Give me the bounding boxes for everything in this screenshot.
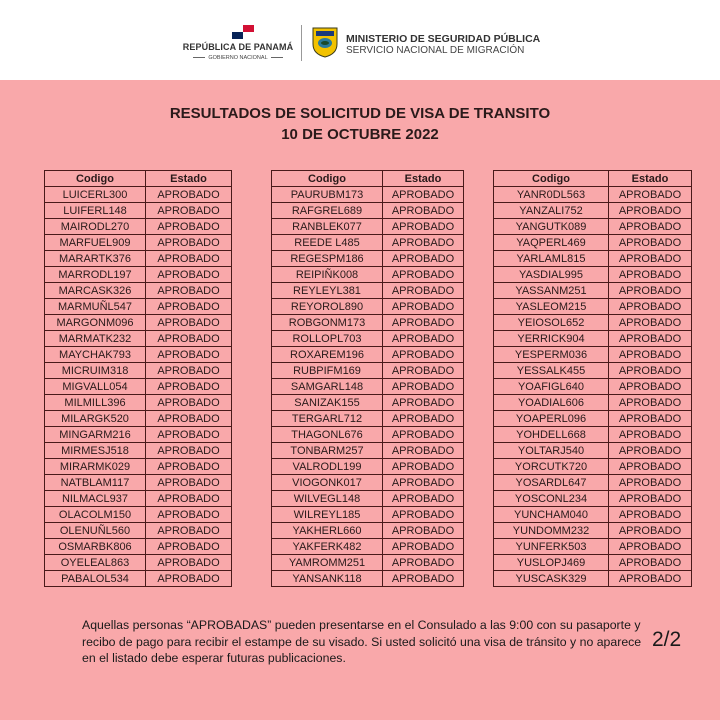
code-cell: MARGONM096 [45, 315, 146, 331]
code-cell: TERGARL712 [272, 411, 383, 427]
code-cell: YAQPERL469 [494, 235, 609, 251]
status-cell: APROBADO [146, 507, 232, 523]
status-cell: APROBADO [383, 523, 464, 539]
status-cell: APROBADO [609, 187, 692, 203]
table-row [272, 283, 464, 299]
status-cell: APROBADO [146, 267, 232, 283]
code-cell: MICRUIM318 [45, 363, 146, 379]
table-row [494, 411, 692, 427]
status-cell: APROBADO [146, 251, 232, 267]
code-cell: OYELEAL863 [45, 555, 146, 571]
table-row [45, 283, 232, 299]
code-cell: YESSALK455 [494, 363, 609, 379]
code-cell: YAMROMM251 [272, 555, 383, 571]
table-row [45, 187, 232, 203]
code-cell: YOSARDL647 [494, 475, 609, 491]
table-row [45, 427, 232, 443]
results-table-1 [44, 170, 232, 587]
status-cell: APROBADO [609, 363, 692, 379]
code-cell: YANR0DL563 [494, 187, 609, 203]
table-row [494, 203, 692, 219]
table-row [494, 187, 692, 203]
code-cell: REEDE L485 [272, 235, 383, 251]
status-cell: APROBADO [609, 411, 692, 427]
table-row [494, 251, 692, 267]
code-cell: WILREYL185 [272, 507, 383, 523]
code-cell: ROXAREM196 [272, 347, 383, 363]
code-cell: REYLEYL381 [272, 283, 383, 299]
code-cell: VIOGONK017 [272, 475, 383, 491]
status-cell: APROBADO [383, 187, 464, 203]
status-cell: APROBADO [609, 443, 692, 459]
table-row [45, 219, 232, 235]
code-cell: YUNFERK503 [494, 539, 609, 555]
status-cell: APROBADO [383, 219, 464, 235]
status-cell: APROBADO [146, 283, 232, 299]
table-row [494, 283, 692, 299]
code-cell: REIPIÑK008 [272, 267, 383, 283]
table-row [272, 235, 464, 251]
table-row [494, 363, 692, 379]
table-row [45, 331, 232, 347]
code-cell: MILARGK520 [45, 411, 146, 427]
col-header-status: Estado [146, 171, 232, 187]
status-cell: APROBADO [609, 491, 692, 507]
code-cell: YASSANM251 [494, 283, 609, 299]
table-row [494, 299, 692, 315]
status-cell: APROBADO [146, 571, 232, 587]
status-cell: APROBADO [146, 219, 232, 235]
code-cell: WILVEGL148 [272, 491, 383, 507]
table-row [272, 555, 464, 571]
table-row [45, 363, 232, 379]
status-cell: APROBADO [146, 411, 232, 427]
status-cell: APROBADO [609, 555, 692, 571]
status-cell: APROBADO [609, 347, 692, 363]
status-cell: APROBADO [609, 379, 692, 395]
status-cell: APROBADO [383, 491, 464, 507]
code-cell: MARMATK232 [45, 331, 146, 347]
status-cell: APROBADO [609, 523, 692, 539]
status-cell: APROBADO [609, 235, 692, 251]
table-row [272, 251, 464, 267]
code-cell: RANBLEK077 [272, 219, 383, 235]
table-row [494, 347, 692, 363]
status-cell: APROBADO [146, 299, 232, 315]
table-row [272, 315, 464, 331]
code-cell: MIRARMK029 [45, 459, 146, 475]
table-row [272, 507, 464, 523]
status-cell: APROBADO [146, 523, 232, 539]
status-cell: APROBADO [609, 395, 692, 411]
table-row [494, 491, 692, 507]
table-row [272, 379, 464, 395]
status-cell: APROBADO [383, 235, 464, 251]
code-cell: YAKHERL660 [272, 523, 383, 539]
footer-note: Aquellas personas “APROBADAS” pueden presentarse en el Consulado a las 9:00 con su pasaporte y recibo de pago para recibir el estampe de su visado. Si usted solicitó una visa de tránsito y no aparece en el listado debe esperar futuras publicaciones. [82, 618, 642, 665]
status-cell: APROBADO [383, 443, 464, 459]
status-cell: APROBADO [146, 379, 232, 395]
status-cell: APROBADO [146, 363, 232, 379]
code-cell: SANIZAK155 [272, 395, 383, 411]
status-cell: APROBADO [383, 299, 464, 315]
status-cell: APROBADO [609, 427, 692, 443]
code-cell: YASLEOM215 [494, 299, 609, 315]
status-cell: APROBADO [146, 347, 232, 363]
page-indicator: 2/2 [652, 628, 682, 651]
table-row [272, 187, 464, 203]
code-cell: RUBPIFM169 [272, 363, 383, 379]
col-header-status: Estado [383, 171, 464, 187]
table-row [45, 459, 232, 475]
status-cell: APROBADO [609, 539, 692, 555]
status-cell: APROBADO [146, 555, 232, 571]
migration-shield-icon [312, 26, 338, 58]
code-cell: PABALOL534 [45, 571, 146, 587]
table-row [494, 523, 692, 539]
code-cell: OSMARBK806 [45, 539, 146, 555]
table-row [272, 491, 464, 507]
ministry-title: MINISTERIO DE SEGURIDAD PÚBLICA [346, 33, 541, 45]
status-cell: APROBADO [146, 443, 232, 459]
code-cell: MINGARM216 [45, 427, 146, 443]
code-cell: YEIOSOL652 [494, 315, 609, 331]
status-cell: APROBADO [383, 555, 464, 571]
table-row [272, 203, 464, 219]
status-cell: APROBADO [146, 475, 232, 491]
code-cell: YOAPERL096 [494, 411, 609, 427]
table-row [494, 315, 692, 331]
status-cell: APROBADO [146, 187, 232, 203]
table-row [45, 475, 232, 491]
status-cell: APROBADO [146, 331, 232, 347]
table-row [45, 379, 232, 395]
code-cell: ROLLOPL703 [272, 331, 383, 347]
table-row [45, 203, 232, 219]
gov-subtitle: GOBIERNO NACIONAL [190, 55, 286, 61]
status-cell: APROBADO [146, 203, 232, 219]
status-cell: APROBADO [609, 203, 692, 219]
status-cell: APROBADO [383, 475, 464, 491]
table-row [45, 315, 232, 331]
code-cell: YOLTARJ540 [494, 443, 609, 459]
col-header-code: Codigo [45, 171, 146, 187]
status-cell: APROBADO [383, 283, 464, 299]
table-row [45, 507, 232, 523]
code-cell: MAYCHAK793 [45, 347, 146, 363]
table-row [45, 555, 232, 571]
col-header-status: Estado [609, 171, 692, 187]
code-cell: MARRODL197 [45, 267, 146, 283]
code-cell: MARCASK326 [45, 283, 146, 299]
page-title [0, 103, 720, 145]
code-cell: YUNDOMM232 [494, 523, 609, 539]
table-row [272, 571, 464, 587]
status-cell: APROBADO [609, 459, 692, 475]
status-cell: APROBADO [146, 491, 232, 507]
title-line-2: 10 DE OCTUBRE 2022 [281, 126, 439, 143]
table-row [272, 331, 464, 347]
code-cell: SAMGARL148 [272, 379, 383, 395]
table-row [272, 363, 464, 379]
code-cell: YAKFERK482 [272, 539, 383, 555]
status-cell: APROBADO [383, 571, 464, 587]
status-cell: APROBADO [146, 315, 232, 331]
status-cell: APROBADO [146, 395, 232, 411]
status-cell: APROBADO [609, 507, 692, 523]
status-cell: APROBADO [383, 203, 464, 219]
table-row [494, 507, 692, 523]
col-header-code: Codigo [494, 171, 609, 187]
results-table-3 [493, 170, 692, 587]
code-cell: MIGVALL054 [45, 379, 146, 395]
code-cell: THAGONL676 [272, 427, 383, 443]
table-row [494, 331, 692, 347]
gov-title: REPÚBLICA DE PANAMÁ [182, 42, 294, 52]
status-cell: APROBADO [609, 331, 692, 347]
status-cell: APROBADO [609, 283, 692, 299]
code-cell: YANSANK118 [272, 571, 383, 587]
table-row [45, 539, 232, 555]
table-row [45, 267, 232, 283]
code-cell: YERRICK904 [494, 331, 609, 347]
table-row [272, 459, 464, 475]
status-cell: APROBADO [383, 395, 464, 411]
code-cell: VALRODL199 [272, 459, 383, 475]
table-row [45, 491, 232, 507]
status-cell: APROBADO [383, 251, 464, 267]
status-cell: APROBADO [146, 235, 232, 251]
status-cell: APROBADO [146, 459, 232, 475]
status-cell: APROBADO [146, 427, 232, 443]
code-cell: LUIFERL148 [45, 203, 146, 219]
panama-flag-icon [232, 25, 254, 39]
status-cell: APROBADO [609, 251, 692, 267]
table-row [494, 475, 692, 491]
table-row [45, 299, 232, 315]
table-row [272, 443, 464, 459]
status-cell: APROBADO [383, 347, 464, 363]
table-row [494, 571, 692, 587]
table-row [494, 459, 692, 475]
col-header-code: Codigo [272, 171, 383, 187]
code-cell: MIRMESJ518 [45, 443, 146, 459]
table-row [272, 347, 464, 363]
table-row [494, 395, 692, 411]
status-cell: APROBADO [609, 571, 692, 587]
code-cell: NATBLAM117 [45, 475, 146, 491]
code-cell: YASDIAL995 [494, 267, 609, 283]
header-divider [301, 25, 302, 61]
table-row [45, 523, 232, 539]
table-row [494, 555, 692, 571]
status-cell: APROBADO [383, 267, 464, 283]
code-cell: MARMUÑL547 [45, 299, 146, 315]
table-row [45, 411, 232, 427]
code-cell: YOSCONL234 [494, 491, 609, 507]
code-cell: OLACOLM150 [45, 507, 146, 523]
table-row [45, 251, 232, 267]
table-row [45, 443, 232, 459]
code-cell: REYOROL890 [272, 299, 383, 315]
code-cell: YARLAML815 [494, 251, 609, 267]
status-cell: APROBADO [383, 379, 464, 395]
code-cell: YUSLOPJ469 [494, 555, 609, 571]
status-cell: APROBADO [609, 475, 692, 491]
table-row [494, 427, 692, 443]
code-cell: PAURUBM173 [272, 187, 383, 203]
table-row [494, 443, 692, 459]
table-row [45, 235, 232, 251]
status-cell: APROBADO [609, 315, 692, 331]
code-cell: YANZALI752 [494, 203, 609, 219]
table-row [272, 267, 464, 283]
code-cell: TONBARM257 [272, 443, 383, 459]
code-cell: YANGUTK089 [494, 219, 609, 235]
status-cell: APROBADO [383, 539, 464, 555]
status-cell: APROBADO [383, 507, 464, 523]
status-cell: APROBADO [383, 427, 464, 443]
header-banner [0, 0, 720, 80]
results-table-2 [271, 170, 464, 587]
code-cell: YESPERM036 [494, 347, 609, 363]
status-cell: APROBADO [383, 331, 464, 347]
code-cell: LUICERL300 [45, 187, 146, 203]
status-cell: APROBADO [383, 459, 464, 475]
status-cell: APROBADO [146, 539, 232, 555]
code-cell: NILMACL937 [45, 491, 146, 507]
table-row [272, 411, 464, 427]
table-row [272, 427, 464, 443]
table-row [272, 219, 464, 235]
table-row [45, 571, 232, 587]
code-cell: OLENUÑL560 [45, 523, 146, 539]
table-row [494, 379, 692, 395]
status-cell: APROBADO [609, 219, 692, 235]
table-row [45, 395, 232, 411]
code-cell: YOAFIGL640 [494, 379, 609, 395]
table-row [494, 267, 692, 283]
status-cell: APROBADO [609, 299, 692, 315]
table-row [272, 299, 464, 315]
code-cell: YUNCHAM040 [494, 507, 609, 523]
status-cell: APROBADO [609, 267, 692, 283]
code-cell: RAFGREL689 [272, 203, 383, 219]
code-cell: MAIRODL270 [45, 219, 146, 235]
table-row [272, 523, 464, 539]
code-cell: MILMILL396 [45, 395, 146, 411]
table-row [494, 539, 692, 555]
table-row [494, 219, 692, 235]
code-cell: YUSCASK329 [494, 571, 609, 587]
code-cell: MARFUEL909 [45, 235, 146, 251]
status-cell: APROBADO [383, 315, 464, 331]
table-row [272, 475, 464, 491]
table-row [272, 539, 464, 555]
code-cell: ROBGONM173 [272, 315, 383, 331]
code-cell: YOHDELL668 [494, 427, 609, 443]
table-row [45, 347, 232, 363]
ministry-subtitle: SERVICIO NACIONAL DE MIGRACIÓN [346, 45, 525, 56]
table-row [494, 235, 692, 251]
code-cell: YOADIAL606 [494, 395, 609, 411]
code-cell: REGESPM186 [272, 251, 383, 267]
code-cell: MARARTK376 [45, 251, 146, 267]
code-cell: YORCUTK720 [494, 459, 609, 475]
status-cell: APROBADO [383, 411, 464, 427]
title-line-1: RESULTADOS DE SOLICITUD DE VISA DE TRANSITO [169, 105, 551, 122]
status-cell: APROBADO [383, 363, 464, 379]
table-row [272, 395, 464, 411]
